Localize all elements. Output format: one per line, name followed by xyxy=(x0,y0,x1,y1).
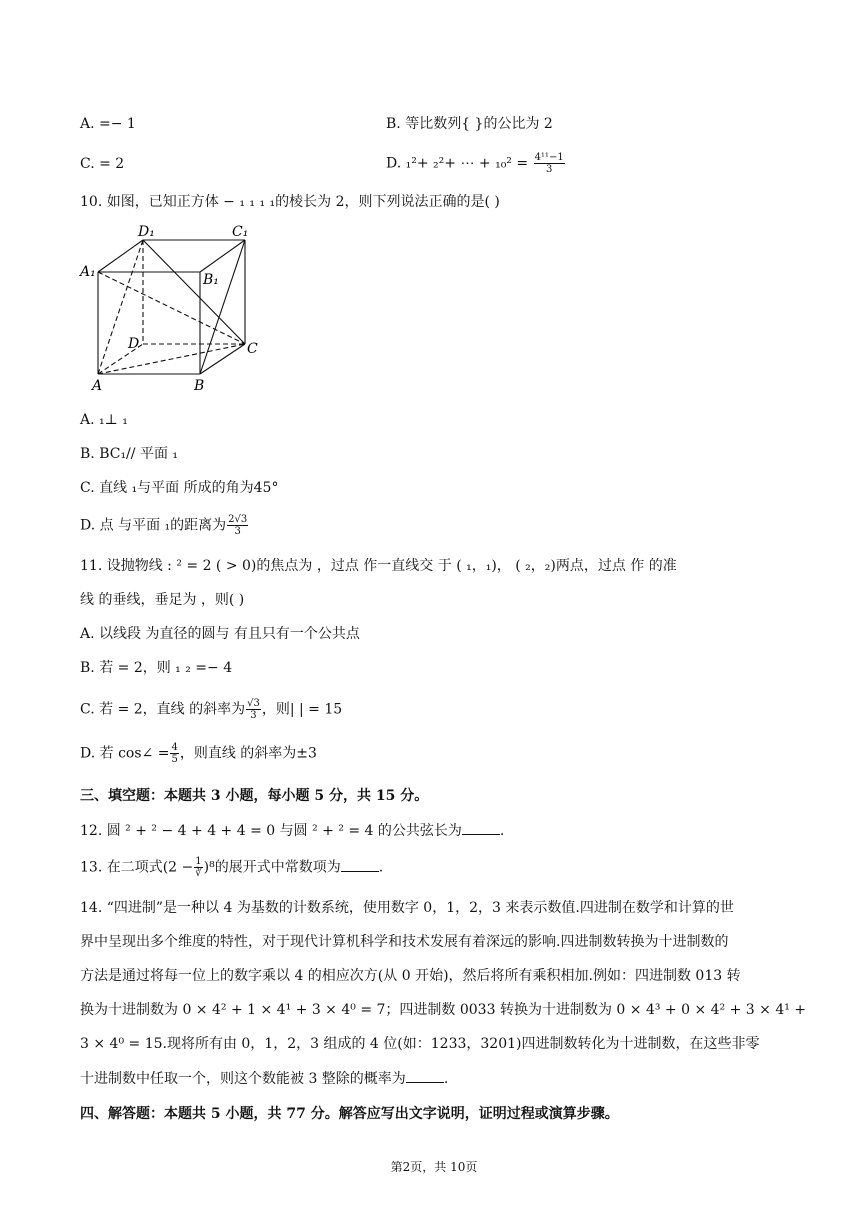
q10-option-b: B. BC₁// 平面 ₁ xyxy=(80,446,179,462)
label-b: B xyxy=(194,378,205,394)
q9-option-d-label: D. xyxy=(386,155,406,172)
q11-option-c xyxy=(80,698,342,721)
q13-fraction xyxy=(194,856,202,879)
q10-option-d-text: D. 点 与平面 ₁的距离为 xyxy=(80,517,227,534)
q13-stem: 13. 在二项式 xyxy=(80,859,163,876)
q9-option-b: B. 等比数列{ }的公比为 2 xyxy=(386,116,553,132)
q13-denominator: ∛ xyxy=(195,868,202,879)
q13-end: . xyxy=(378,859,384,876)
q13-binomial-close: )⁸ xyxy=(203,859,215,876)
q9-option-c: C. = 2 xyxy=(80,156,125,172)
q13-text xyxy=(80,856,383,879)
q13-answer-blank xyxy=(341,857,379,872)
q9-option-d xyxy=(386,152,566,175)
label-c1: C₁ xyxy=(232,224,249,240)
q11-option-d-denominator: 5 xyxy=(171,754,178,765)
q13-binomial-open: (2 − xyxy=(162,859,194,876)
q11-option-c-tail: ，则| | = 15 xyxy=(261,701,343,718)
q10-option-d-denominator: 3 xyxy=(234,526,241,537)
label-d: D xyxy=(128,336,140,352)
q10-option-d-numerator: 2√3 xyxy=(228,514,248,525)
q11-option-b: B. 若 = 2，则 ₁ ₂ =− 4 xyxy=(80,660,233,676)
section-4-heading: 四、解答题：本题共 5 小题，共 77 分。解答应写出文字说明，证明过程或演算步骤。 xyxy=(80,1106,619,1122)
q10-stem: 10. 如图，已知正方体 − ₁ ₁ ₁ ₁的棱长为 2，则下列说法正确的是( ) xyxy=(80,194,500,210)
q9-option-a: A. =− 1 xyxy=(80,116,136,132)
q11-option-d-numerator: 4 xyxy=(171,742,178,753)
q10-option-a: A. ₁⊥ ₁ xyxy=(80,412,128,428)
label-d1: D₁ xyxy=(138,224,155,240)
q11-option-c-text: C. 若 = 2，直线 的斜率为 xyxy=(80,701,246,718)
q11-stem-line1: 11. 设抛物线 : ² = 2 ( > 0)的焦点为 ，过点 作一直线交 于 ( ₁，₁)， ( ₂，₂)两点，过点 作 的准 xyxy=(80,558,677,574)
q14-answer-blank xyxy=(406,1068,444,1083)
q9-option-d-terms: ₁²+ ₂²+ ⋯ + ₁₀² = xyxy=(405,155,529,172)
q14-line6-text: 十进制数中任取一个，则这个数能被 3 整除的概率为 xyxy=(80,1071,406,1087)
q10-option-d xyxy=(80,514,249,537)
q12-text xyxy=(80,820,504,841)
q11-option-d-text: D. 若 cos∠ = xyxy=(80,745,170,762)
q12-answer-blank xyxy=(462,820,500,835)
q11-option-d-fraction xyxy=(170,742,178,765)
q14-line6 xyxy=(80,1068,448,1089)
q12-end: . xyxy=(499,823,505,839)
q10-option-d-fraction xyxy=(227,514,248,537)
q11-option-c-numerator: √3 xyxy=(247,698,260,709)
q11-option-a: A. 以线段 为直径的圆与 有且只有一个公共点 xyxy=(80,626,360,642)
q14-line5: 3 × 4⁰ = 15.现将所有由 0，1，2，3 组成的 4 位(如：1233，3201)四进制数转化为十进制数，在这些非零 xyxy=(80,1036,760,1052)
cube-figure xyxy=(78,222,268,397)
q14-line1: 14. “四进制”是一种以 4 为基数的计数系统，使用数字 0，1，2，3 来表示数值.四进制在数学和计算的世 xyxy=(80,900,734,916)
label-c: C xyxy=(247,341,258,357)
label-b1: B₁ xyxy=(203,272,219,288)
q9-option-d-fraction xyxy=(534,152,565,175)
q13-numerator: 1 xyxy=(195,856,202,867)
q10-option-c: C. 直线 ₁与平面 所成的角为45° xyxy=(80,480,279,496)
q14-end: . xyxy=(443,1071,449,1087)
q11-option-d xyxy=(80,742,317,765)
q9-option-d-denominator: 3 xyxy=(545,164,553,175)
q14-line3: 方法是通过将每一位上的数字乘以 4 的相应次方(从 0 开始)，然后将所有乘积相加.例如：四进制数 013 转 xyxy=(80,968,741,984)
label-a: A xyxy=(92,378,103,394)
label-a1: A₁ xyxy=(80,264,96,280)
section-3-heading: 三、填空题：本题共 3 小题，每小题 5 分，共 15 分。 xyxy=(80,788,429,804)
page-footer: 第2页，共 10页 xyxy=(390,1160,478,1174)
q14-line4: 换为十进制数为 0 × 4² + 1 × 4¹ + 3 × 4⁰ = 7；四进制数 0033 转换为十进制数为 0 × 4³ + 0 × 4² + 3 × 4¹ + xyxy=(80,1002,807,1018)
q11-option-c-fraction xyxy=(246,698,261,721)
q9-option-d-numerator: 4¹¹−1 xyxy=(534,152,564,163)
q11-stem-line2: 线 的垂线，垂足为 ，则( ) xyxy=(80,592,245,608)
q14-line2: 界中呈现出多个维度的特性，对于现代计算机科学和技术发展有着深远的影响.四进制数转换为十进制数的 xyxy=(80,934,729,950)
q13-tail: 的展开式中常数项为 xyxy=(214,859,341,876)
q11-option-d-tail: ，则直线 的斜率为±3 xyxy=(179,745,317,762)
q11-option-c-denominator: 3 xyxy=(250,710,257,721)
q12-stem: 12. 圆 ² + ² − 4 + 4 + 4 = 0 与圆 ² + ² = 4 的公共弦长为 xyxy=(80,823,462,839)
